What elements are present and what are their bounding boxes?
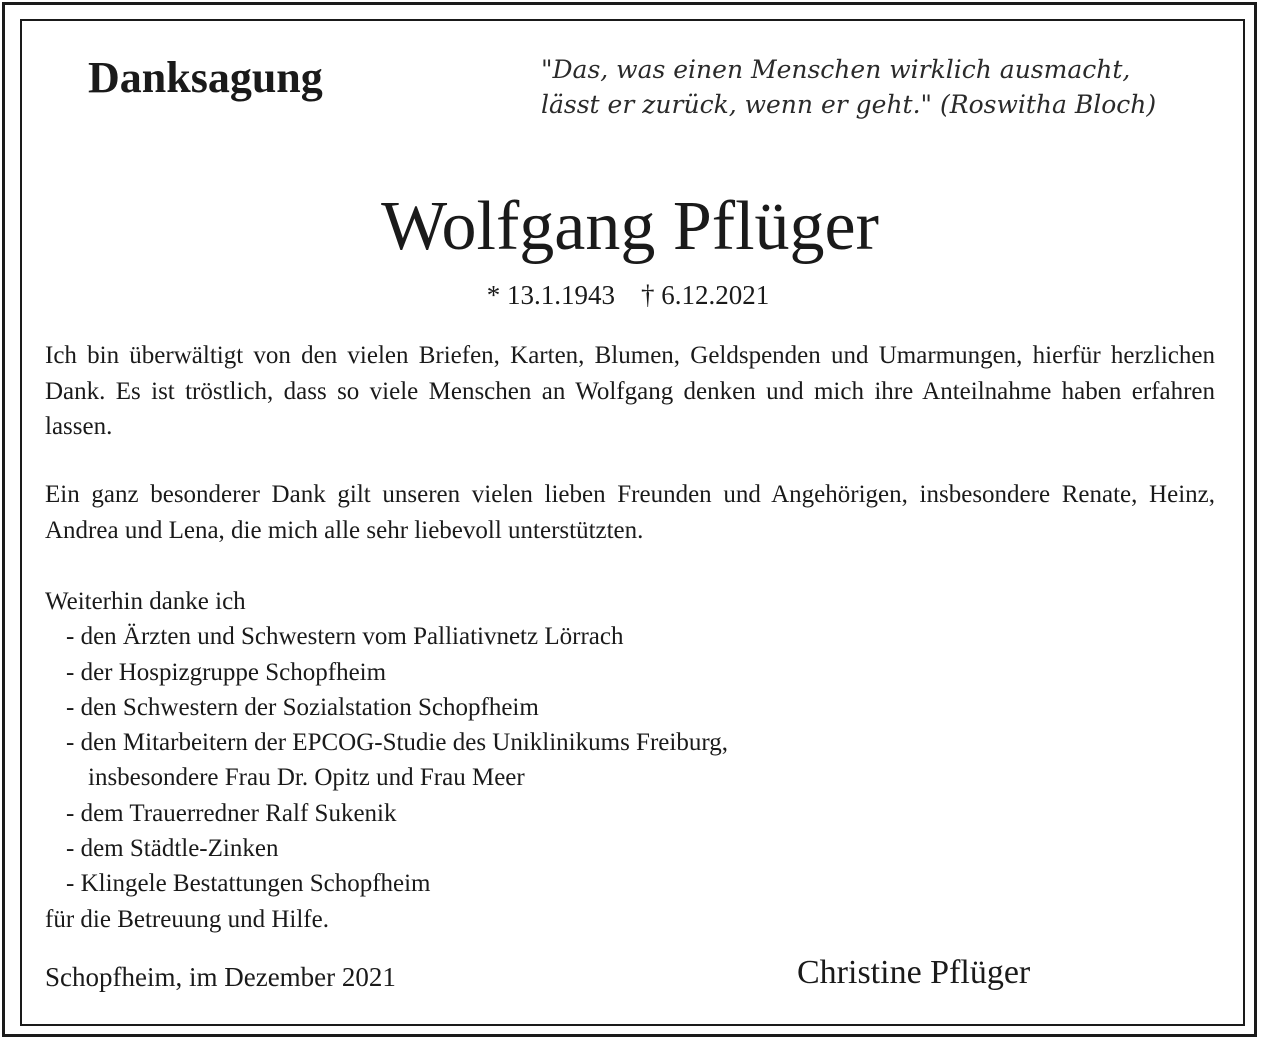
list-item: - den Mitarbeitern der EPCOG-Studie des Uniklinikums Freiburg, [66,729,728,757]
deceased-name: Wolfgang Pflüger [381,188,879,265]
life-dates [0,277,1256,313]
list-item: - dem Städtle-Zinken [66,835,279,863]
heading-danksagung: Danksagung [88,53,323,102]
list-item: - den Schwestern der Sozialstation Schopfheim [66,693,539,721]
list-item: - Klingele Bestattungen Schopfheim [66,870,431,898]
list-item-continuation: insbesondere Frau Dr. Opitz und Frau Meer [88,764,525,792]
death-date: † 6.12.2021 [641,280,770,310]
list-item: - den Ärzten und Schwestern vom Palliativnetz Lörrach [66,623,624,651]
list-item: - dem Trauerredner Ralf Sukenik [66,799,397,827]
paragraph-gratitude: Ich bin überwältigt von den vielen Briefen, Karten, Blumen, Geldspenden und Umarmungen, hierfür herzlichen Dank. Es ist tröstlich, dass so viele Menschen an Wolfgang denken und mich ihre Anteilnahme haben erfahren lassen. [45,342,1215,440]
thanks-intro: Weiterhin danke ich [45,588,246,615]
thanks-list [45,584,1145,937]
list-item: - der Hospizgruppe Schopfheim [66,658,387,686]
signature-name: Christine Pflüger [797,954,1031,991]
thanks-closing: für die Betreuung und Hilfe. [45,905,329,933]
place-and-date: Schopfheim, im Dezember 2021 [45,962,396,992]
paragraph-special-thanks: Ein ganz besonderer Dank gilt unseren vielen lieben Freunden und Angehörigen, insbesondere Renate, Heinz, Andrea und Lena, die mich alle sehr liebevoll unterstützten. [45,481,1215,544]
quote-line-2: lässt er zurück, wenn er geht." (Roswitha Bloch) [541,90,1157,119]
memorial-quote [541,52,1221,122]
quote-line-1: "Das, was einen Menschen wirklich ausmacht, [541,55,1131,84]
birth-date: * 13.1.1943 [486,280,615,310]
